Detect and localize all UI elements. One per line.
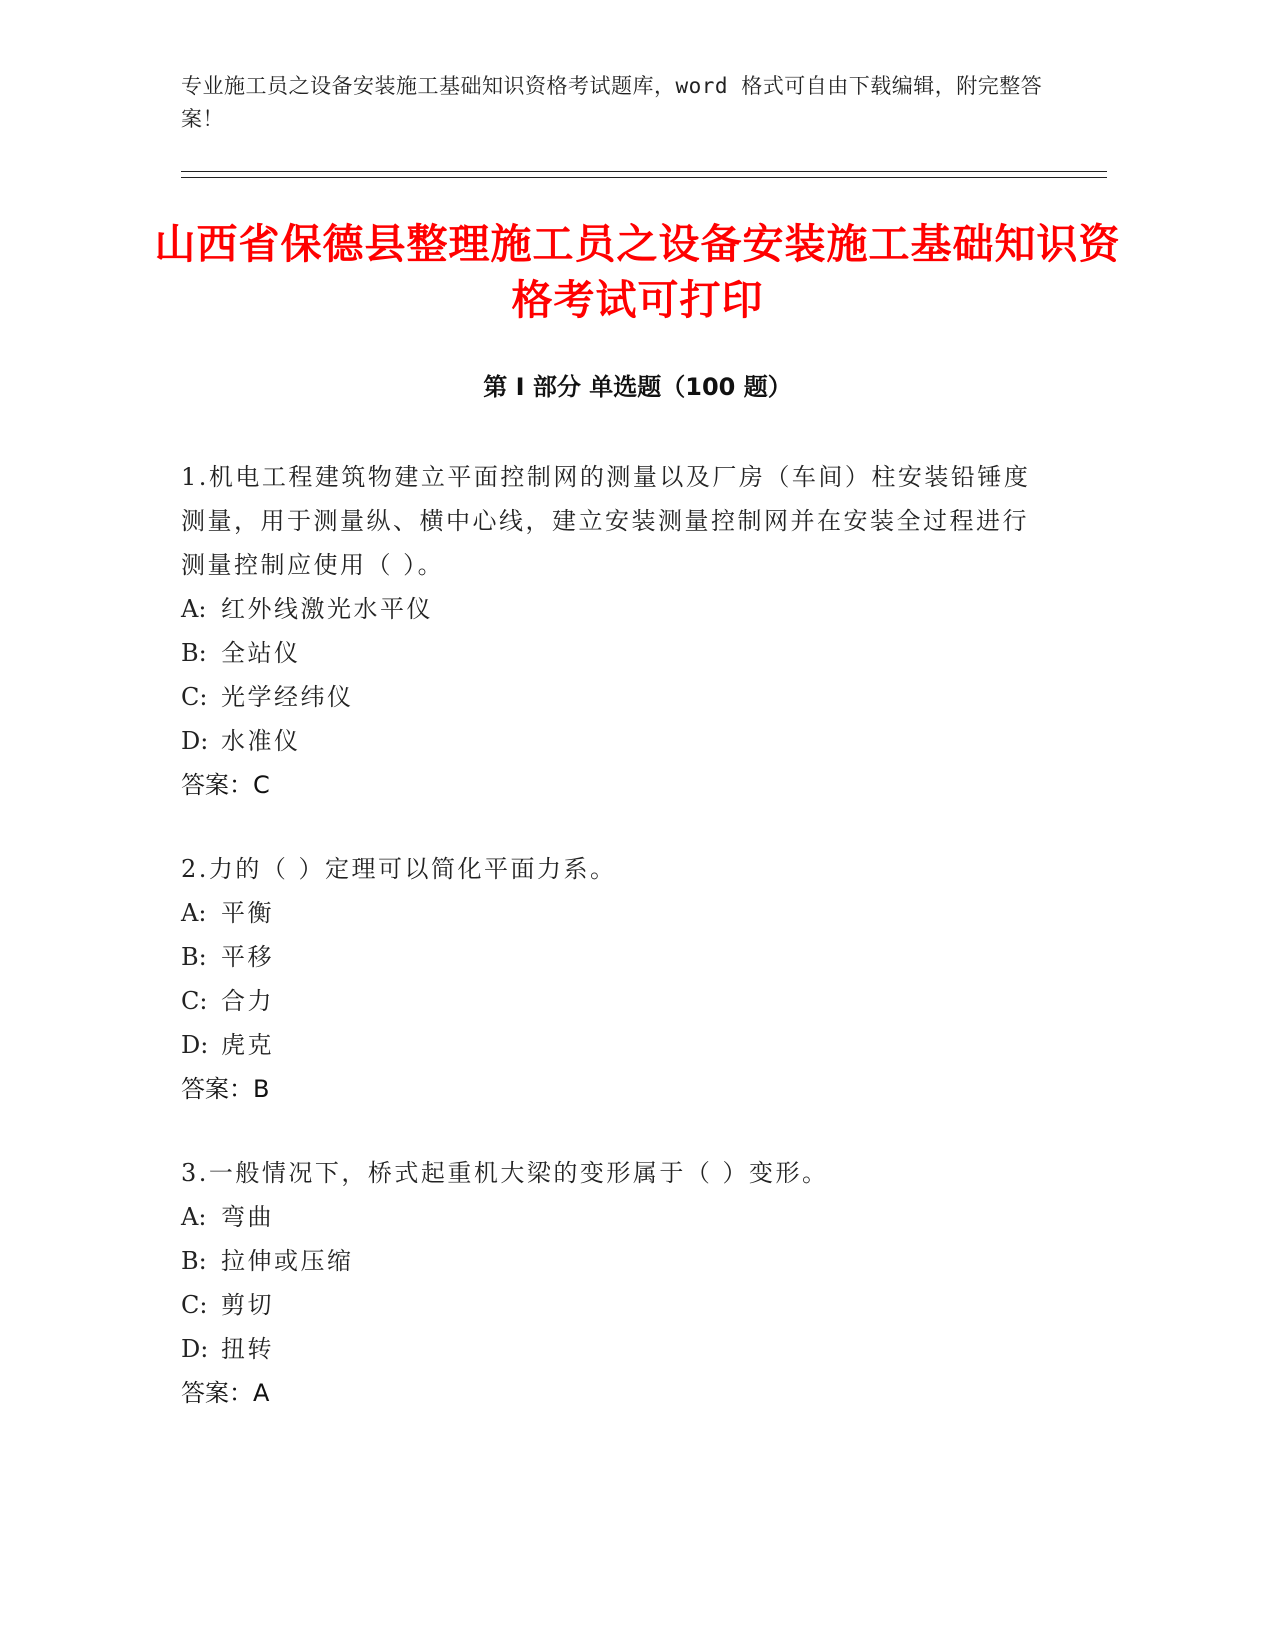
option-c — [181, 675, 1031, 719]
option-key: C: — [181, 683, 208, 711]
option-text: 平移 — [221, 943, 274, 971]
question-stem: 2.力的（ ）定理可以简化平面力系。 — [181, 855, 617, 883]
option-d — [181, 1327, 1031, 1371]
option-text: 扭转 — [221, 1335, 274, 1363]
option-text: 平衡 — [221, 899, 274, 927]
option-text: 弯曲 — [221, 1203, 274, 1231]
option-text: 光学经纬仪 — [221, 683, 354, 711]
document-title: 山西省保德县整理施工员之设备安装施工基础知识资格考试可打印 — [154, 220, 1121, 324]
option-key: B: — [181, 1247, 207, 1275]
option-key: A: — [181, 1203, 207, 1231]
option-key: B: — [181, 943, 207, 971]
option-text: 合力 — [221, 987, 274, 1015]
section-title: 第 I 部分 单选题（100 题） — [483, 373, 792, 401]
option-a — [181, 587, 1031, 631]
question-stem: 3.一般情况下，桥式起重机大梁的变形属于（ ）变形。 — [181, 1159, 829, 1187]
option-key: D: — [181, 1335, 209, 1363]
option-d — [181, 1023, 1031, 1067]
option-key: D: — [181, 727, 209, 755]
option-a — [181, 891, 1031, 935]
header-note: 专业施工员之设备安装施工基础知识资格考试题库，word 格式可自由下载编辑，附完整答案！ — [181, 74, 1043, 131]
option-b — [181, 631, 1031, 675]
option-text: 虎克 — [221, 1031, 274, 1059]
header-divider-bottom — [181, 177, 1107, 178]
option-text: 拉伸或压缩 — [221, 1247, 354, 1275]
option-key: C: — [181, 987, 208, 1015]
header-divider-top — [181, 171, 1107, 172]
question-2 — [181, 847, 1031, 1111]
option-c — [181, 1283, 1031, 1327]
option-text: 剪切 — [221, 1291, 274, 1319]
option-key: C: — [181, 1291, 208, 1319]
option-a — [181, 1195, 1031, 1239]
answer-label: 答案：A — [181, 1379, 270, 1407]
option-b — [181, 935, 1031, 979]
option-d — [181, 719, 1031, 763]
question-3 — [181, 1151, 1031, 1415]
question-1 — [181, 455, 1031, 807]
question-stem: 1.机电工程建筑物建立平面控制网的测量以及厂房（车间）柱安装铅锤度测量，用于测量纵、横中心线，建立安装测量控制网并在安装全过程进行测量控制应使用（ ）。 — [181, 463, 1031, 579]
option-text: 全站仪 — [221, 639, 301, 667]
option-key: A: — [181, 899, 207, 927]
answer-label: 答案：C — [181, 771, 270, 799]
option-key: B: — [181, 639, 207, 667]
answer-label: 答案：B — [181, 1075, 270, 1103]
option-text: 水准仪 — [221, 727, 301, 755]
option-b — [181, 1239, 1031, 1283]
option-key: A: — [181, 595, 207, 623]
option-key: D: — [181, 1031, 209, 1059]
option-c — [181, 979, 1031, 1023]
option-text: 红外线激光水平仪 — [221, 595, 433, 623]
